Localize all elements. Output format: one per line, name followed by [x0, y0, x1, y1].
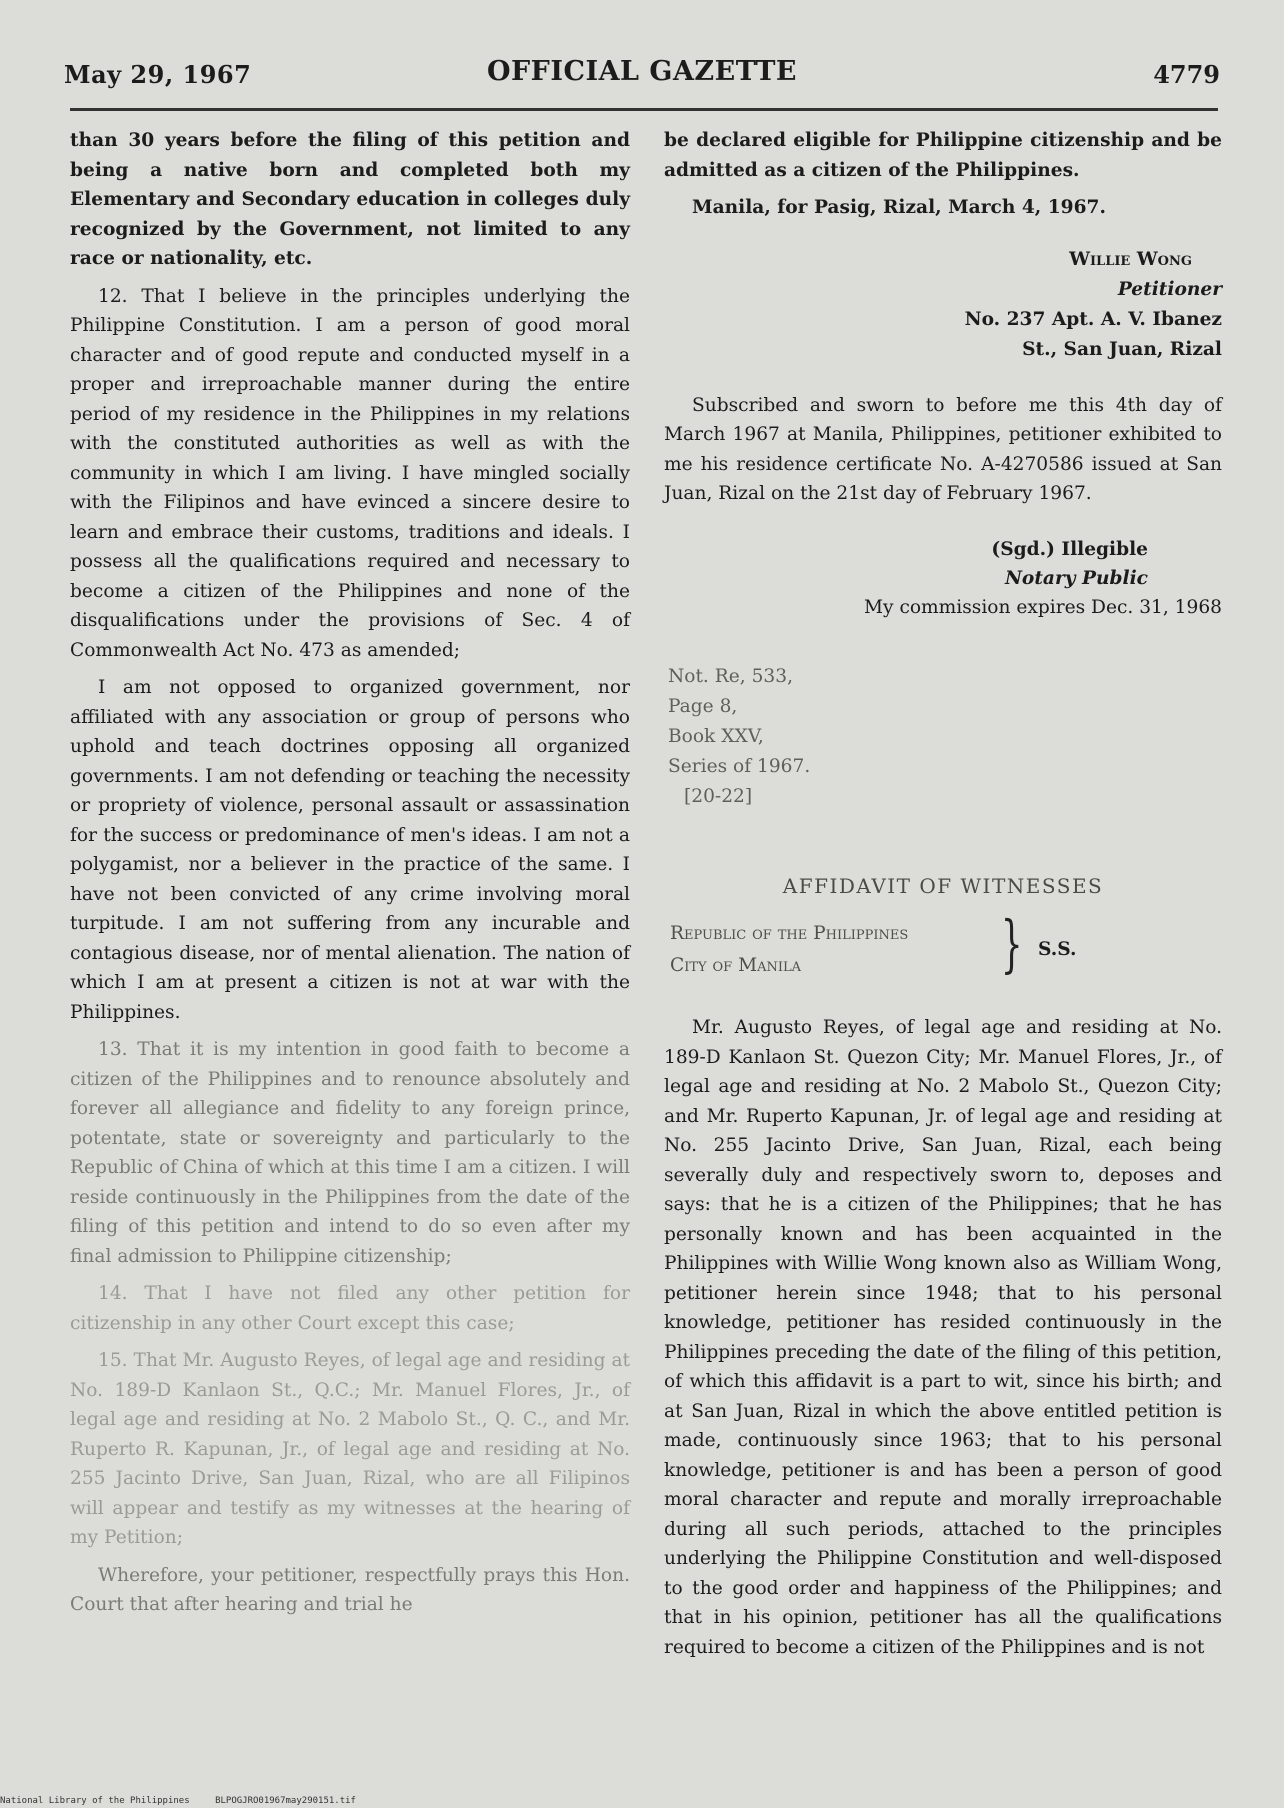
- registry-number: Not. Re, 533,: [668, 665, 793, 687]
- registry-page: Page 8,: [668, 695, 738, 717]
- petitioner-address-line1: No. 237 Apt. A. V. Ibanez: [964, 308, 1222, 330]
- paragraph-affidavit: Mr. Augusto Reyes, of legal age and residing at No. 189-D Kanlaon St. Quezon City; Mr. Manuel Flores, Jr., of legal age and residing at No. 2 Mabolo St., Quezon City; and Mr. Ruperto Kapunan, Jr. of legal age and residing at No. 255 Jacinto Drive, San Juan, Rizal, each being severally duly and respectively sworn to, deposes and says: that he is a citizen of the Philippines; that he has personally known and has been acquainted in the Philippines with Willie Wong known also as William Wong, petitioner herein since 1948; that to his personal knowledge, petitioner has resided continuously in the Philippines preceding the date of the filing of this petition, of which this affidavit is a part to wit, since his birth; and at San Juan, Rizal in which the above entitled petition is made, continuously since 1963; that to his personal knowledge, petitioner is and has been a person of good moral character and repute and morally irreproachable during all such periods, attached to the principles underlying the Philippine Constitution and well-disposed to the good order and happiness of the Philippines; and that in his opinion, petitioner has all the qualifications required to become a citizen of the Philippines and is not: [664, 1017, 1222, 1658]
- paragraph-wherefore: Wherefore, your petitioner, respectfully prays this Hon. Court that after hearing and trial he: [70, 1564, 630, 1615]
- footer-filename: BLPOGJRO01967may290151.tif: [215, 1796, 356, 1806]
- paragraph-14: 14. That I have not filed any other petition for citizenship in any other Court except this case;: [70, 1283, 630, 1334]
- venue-block: [664, 907, 1222, 983]
- registry-reference: [20-22]: [684, 785, 753, 807]
- publication-title: OFFICIAL GAZETTE: [486, 56, 798, 87]
- venue-brace: }: [1000, 907, 1023, 980]
- paragraph-15: 15. That Mr. Augusto Reyes, of legal age and residing at No. 189-D Kanlaon St., Q.C.; Mr. Manuel Flores, Jr., of legal age and residing at No. 2 Mabolo St., Q. C., and Mr. Ruperto R. Kapunan, Jr., of legal age and residing at No. 255 Jacinto Drive, San Juan, Rizal, who are all Filipinos will appear and testify as my witnesses at the hearing of my Petition;: [70, 1350, 630, 1548]
- page-number: 4779: [1153, 60, 1220, 89]
- venue-city: City of Manila: [670, 955, 802, 976]
- petitioner-role: Petitioner: [1117, 278, 1222, 300]
- notary-role: Notary Public: [1004, 567, 1148, 589]
- paragraph-eligible: be declared eligible for Philippine citizenship and be admitted as a citizen of the Philippines.: [664, 130, 1222, 181]
- issue-date: May 29, 1967: [64, 60, 252, 89]
- right-column: [664, 126, 1222, 1670]
- scan-footer: [0, 1796, 376, 1806]
- venue-republic: Republic of the Philippines: [670, 923, 909, 944]
- running-head: [64, 56, 1220, 96]
- notary-signature: (Sgd.) Illegible: [991, 538, 1148, 560]
- affidavit-title: AFFIDAVIT OF WITNESSES: [782, 873, 1104, 898]
- notary-block: [664, 535, 1222, 622]
- paragraph-13: 13. That it is my intention in good faith to become a citizen of the Philippines and to renounce absolutely and forever all allegiance and fidelity to any foreign prince, potentate, state or sovereignty and particularly to the Republic of China of which at this time I am a citizen. I will reside continuously in the Philippines from the date of the filing of this petition and intend to do so even after my final admission to Philippine citizenship;: [70, 1039, 630, 1267]
- paragraph-continuation: than 30 years before the filing of this petition and being a native born and completed both my Elementary and Secondary education in colleges duly recognized by the Government, not limited to any race or nationality, etc.: [70, 130, 630, 269]
- petitioner-address-line2: St., San Juan, Rizal: [1022, 338, 1222, 360]
- header-rule: [70, 108, 1218, 111]
- paragraph-12: 12. That I believe in the principles underlying the Philippine Constitution. I am a person of good moral character and of good repute and conducted myself in a proper and irreproachable manner during the entire period of my residence in the Philippines in my relations with the constituted authorities as well as with the community in which I am living. I have mingled socially with the Filipinos and have evinced a sincere desire to learn and embrace their customs, traditions and ideals. I possess all the qualifications required and necessary to become a citizen of the Philippines and none of the disqualifications under the provisions of Sec. 4 of Commonwealth Act No. 473 as amended;: [70, 285, 630, 661]
- place-and-date: Manila, for Pasig, Rizal, March 4, 1967.: [692, 197, 1106, 218]
- registry-series: Series of 1967.: [668, 755, 811, 777]
- notary-commission: My commission expires Dec. 31, 1968: [863, 596, 1222, 618]
- paragraph-not-opposed: I am not opposed to organized government, nor affiliated with any association or group of persons who uphold and teach doctrines opposing all organized governments. I am not defending or teaching the necessity or propriety of violence, personal assault or assassination for the success or predominance of men's ideas. I am not a polygamist, nor a believer in the practice of the same. I have not been convicted of any crime involving moral turpitude. I am not suffering from any incurable and contagious disease, nor of mental alienation. The nation of which I am at present a citizen is not at war with the Philippines.: [70, 677, 630, 1023]
- registry-book: Book XXV,: [668, 725, 764, 747]
- left-column: [70, 126, 630, 1628]
- footer-library: National Library of the Philippines: [0, 1796, 190, 1806]
- venue-ss: S.S.: [1038, 939, 1077, 960]
- paragraph-subscribed: Subscribed and sworn to before me this 4th day of March 1967 at Manila, Philippines, petitioner exhibited to me his residence certificate No. A-4270586 issued at San Juan, Rizal on the 21st day of February 1967.: [664, 394, 1222, 504]
- petitioner-name: Willie Wong: [1069, 248, 1192, 270]
- petitioner-signature-block: [664, 245, 1222, 365]
- notarial-registry: [664, 662, 1222, 812]
